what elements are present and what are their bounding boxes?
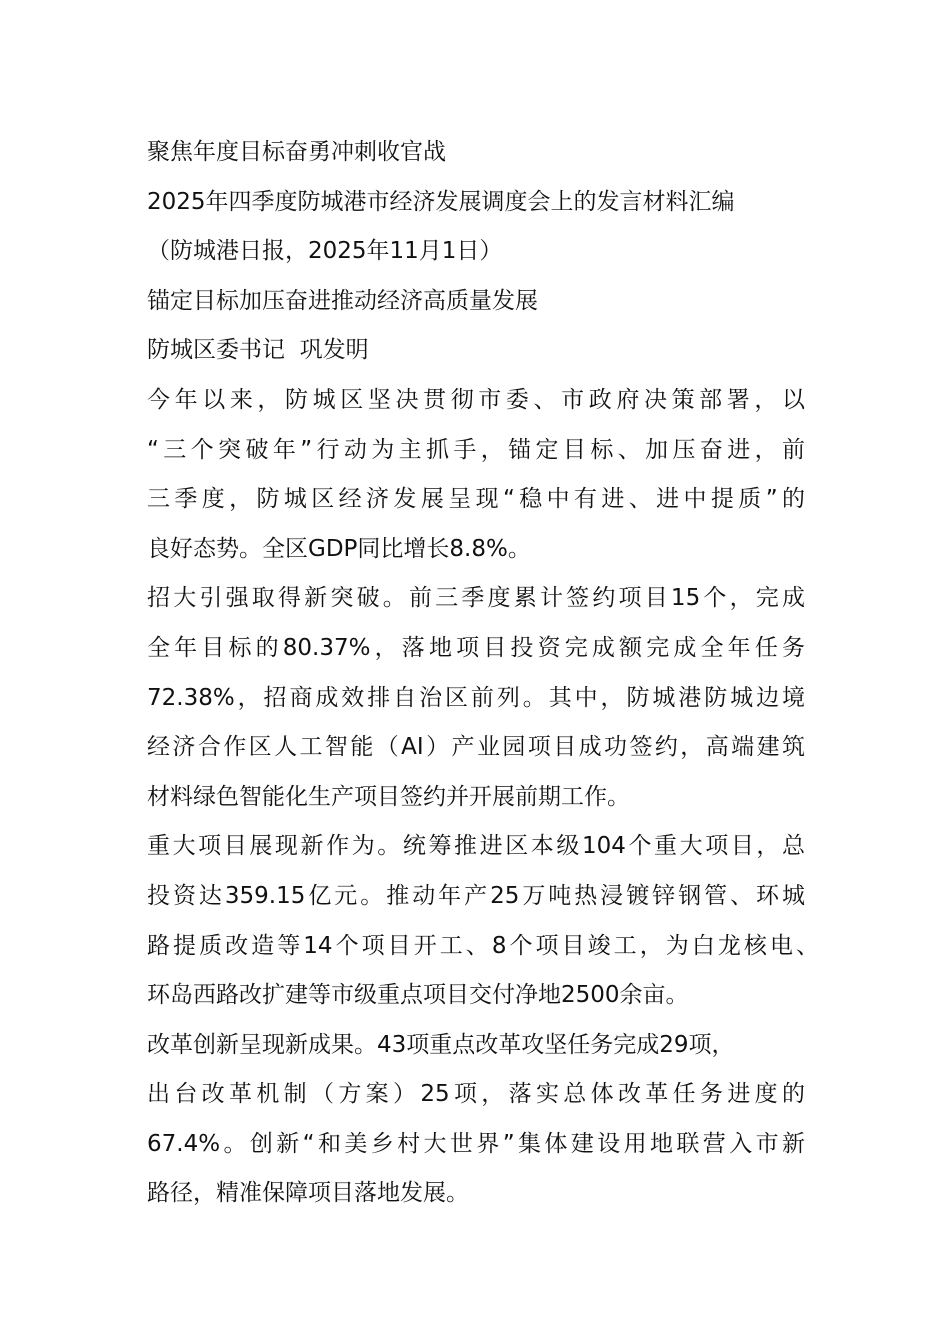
document-page	[147, 139, 819, 1230]
document-source: （防城港日报，2025年11月1日）	[147, 238, 503, 265]
paragraph-line: 经济合作区人工智能（AI）产业园项目成功签约，高端建筑	[147, 734, 805, 761]
paragraph-line: “三个突破年”行动为主抓手，锚定目标、加压奋进，前	[147, 436, 805, 463]
paragraph-line: 全年目标的80.37%，落地项目投资完成额完成全年任务	[147, 634, 805, 661]
paragraph-line: 路提质改造等14个项目开工、8个项目竣工，为白龙核电、	[147, 932, 819, 959]
paragraph-intro	[147, 387, 805, 585]
paragraph-line: 重大项目展现新作为。统筹推进区本级104个重大项目，总	[147, 833, 805, 860]
paragraph-projects	[147, 833, 819, 1031]
document-subtitle: 2025年四季度防城港市经济发展调度会上的发言材料汇编	[147, 188, 735, 215]
paragraph-line: 出台改革机制（方案）25项，落实总体改革任务进度的	[147, 1081, 805, 1108]
paragraph-line: 招大引强取得新突破。前三季度累计签约项目15个，完成	[147, 585, 805, 612]
paragraph-line: 材料绿色智能化生产项目签约并开展前期工作。	[147, 783, 630, 810]
paragraph-investment	[147, 585, 805, 833]
paragraph-reform	[147, 1032, 805, 1230]
article-author: 防城区委书记 巩发明	[147, 337, 369, 364]
document-title: 聚焦年度目标奋勇冲刺收官战	[147, 139, 446, 165]
paragraph-line: 改革创新呈现新成果。43项重点改革攻坚任务完成29项，	[147, 1031, 735, 1058]
paragraph-line: 今年以来，防城区坚决贯彻市委、市政府决策部署，以	[147, 386, 805, 413]
paragraph-line: 72.38%，招商成效排自治区前列。其中，防城港防城边境	[147, 684, 805, 711]
article-title: 锚定目标加压奋进推动经济高质量发展	[147, 287, 538, 314]
paragraph-line: 三季度，防城区经济发展呈现“稳中有进、进中提质”的	[147, 486, 805, 513]
paragraph-line: 67.4%。创新“和美乡村大世界”集体建设用地联营入市新	[147, 1130, 805, 1157]
paragraph-line: 环岛西路改扩建等市级重点项目交付净地2500余亩。	[147, 982, 689, 1009]
paragraph-line: 良好态势。全区GDP同比增长8.8%。	[147, 535, 531, 562]
paragraph-line: 路径，精准保障项目落地发展。	[147, 1180, 469, 1207]
paragraph-line: 投资达359.15亿元。推动年产25万吨热浸镀锌钢管、环城	[147, 882, 805, 909]
